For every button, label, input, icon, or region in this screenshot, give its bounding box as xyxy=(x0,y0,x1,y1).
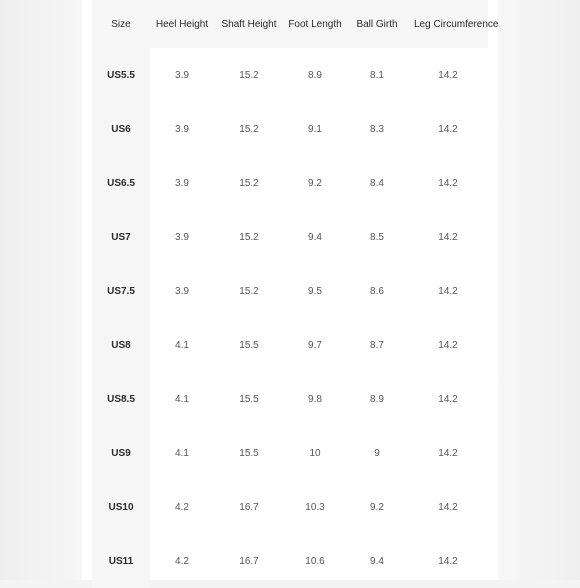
header-row xyxy=(92,0,488,48)
leg-circumference-cell: 14.2 xyxy=(438,501,458,513)
size-cell: US7 xyxy=(92,210,150,264)
leg-circumference-cell: 14.2 xyxy=(438,555,458,567)
foot-length-cell: 9.5 xyxy=(308,285,322,297)
shaft-height-cell: 15.2 xyxy=(239,123,259,135)
ball-girth-cell: 8.4 xyxy=(370,177,384,189)
shaft-height-cell: 15.2 xyxy=(239,285,259,297)
leg-circumference-cell: 14.2 xyxy=(438,231,458,243)
background-left-panel xyxy=(0,0,82,580)
leg-circumference-cell: 14.2 xyxy=(438,285,458,297)
ball-girth-cell: 9 xyxy=(374,447,380,459)
table-row xyxy=(92,156,488,210)
size-chart-card xyxy=(82,0,498,580)
table-row xyxy=(92,480,488,534)
foot-length-cell: 10.3 xyxy=(305,501,325,513)
size-cell: US11 xyxy=(92,534,150,588)
foot-length-cell: 9.1 xyxy=(308,123,322,135)
header-ball-girth: Ball Girth xyxy=(346,0,408,48)
table-row xyxy=(92,264,488,318)
table-row xyxy=(92,534,488,588)
ball-girth-cell: 8.6 xyxy=(370,285,384,297)
size-chart-table xyxy=(92,0,499,588)
foot-length-cell: 9.4 xyxy=(308,231,322,243)
table-row xyxy=(92,210,488,264)
header-leg-circumference: Leg Circumference xyxy=(408,0,488,48)
size-cell: US8.5 xyxy=(92,372,150,426)
heel-height-cell: 4.1 xyxy=(175,393,189,405)
heel-height-cell: 3.9 xyxy=(175,285,189,297)
heel-height-cell: 4.1 xyxy=(175,339,189,351)
ball-girth-cell: 8.9 xyxy=(370,393,384,405)
ball-girth-cell: 8.7 xyxy=(370,339,384,351)
heel-height-cell: 3.9 xyxy=(175,69,189,81)
foot-length-cell: 9.8 xyxy=(308,393,322,405)
table-row xyxy=(92,318,488,372)
leg-circumference-cell: 14.2 xyxy=(438,447,458,459)
shaft-height-cell: 16.7 xyxy=(239,501,259,513)
leg-circumference-cell: 14.2 xyxy=(438,123,458,135)
ball-girth-cell: 9.2 xyxy=(370,501,384,513)
size-cell: US9 xyxy=(92,426,150,480)
size-cell: US5.5 xyxy=(92,48,150,102)
leg-circumference-cell: 14.2 xyxy=(438,339,458,351)
leg-circumference-cell: 14.2 xyxy=(438,393,458,405)
header-heel-height: Heel Height xyxy=(150,0,214,48)
table-row xyxy=(92,102,488,156)
ball-girth-cell: 8.5 xyxy=(370,231,384,243)
table-body xyxy=(92,48,488,588)
table-row xyxy=(92,426,488,480)
shaft-height-cell: 15.5 xyxy=(239,393,259,405)
heel-height-cell: 4.1 xyxy=(175,447,189,459)
heel-height-cell: 3.9 xyxy=(175,177,189,189)
foot-length-cell: 8.9 xyxy=(308,69,322,81)
header-shaft-height: Shaft Height xyxy=(214,0,284,48)
foot-length-cell: 10.6 xyxy=(305,555,325,567)
heel-height-cell: 4.2 xyxy=(175,555,189,567)
size-cell: US10 xyxy=(92,480,150,534)
shaft-height-cell: 15.5 xyxy=(239,339,259,351)
table-header xyxy=(92,0,499,48)
size-cell: US6 xyxy=(92,102,150,156)
leg-circumference-cell: 14.2 xyxy=(438,69,458,81)
heel-height-cell: 3.9 xyxy=(175,231,189,243)
shaft-height-cell: 16.7 xyxy=(239,555,259,567)
size-cell: US8 xyxy=(92,318,150,372)
ball-girth-cell: 9.4 xyxy=(370,555,384,567)
header-foot-length: Foot Length xyxy=(284,0,346,48)
heel-height-cell: 3.9 xyxy=(175,123,189,135)
shaft-height-cell: 15.5 xyxy=(239,447,259,459)
table-row xyxy=(92,48,488,102)
foot-length-cell: 9.7 xyxy=(308,339,322,351)
size-cell: US6.5 xyxy=(92,156,150,210)
shaft-height-cell: 15.2 xyxy=(239,231,259,243)
leg-circumference-cell: 14.2 xyxy=(438,177,458,189)
foot-length-cell: 9.2 xyxy=(308,177,322,189)
size-cell: US7.5 xyxy=(92,264,150,318)
background-right-panel xyxy=(498,0,580,580)
size-chart-scroll-area[interactable] xyxy=(92,0,499,580)
foot-length-cell: 10 xyxy=(309,447,321,459)
table-row xyxy=(92,372,488,426)
header-size: Size xyxy=(92,0,150,48)
ball-girth-cell: 8.1 xyxy=(370,69,384,81)
heel-height-cell: 4.2 xyxy=(175,501,189,513)
shaft-height-cell: 15.2 xyxy=(239,177,259,189)
ball-girth-cell: 8.3 xyxy=(370,123,384,135)
shaft-height-cell: 15.2 xyxy=(239,69,259,81)
